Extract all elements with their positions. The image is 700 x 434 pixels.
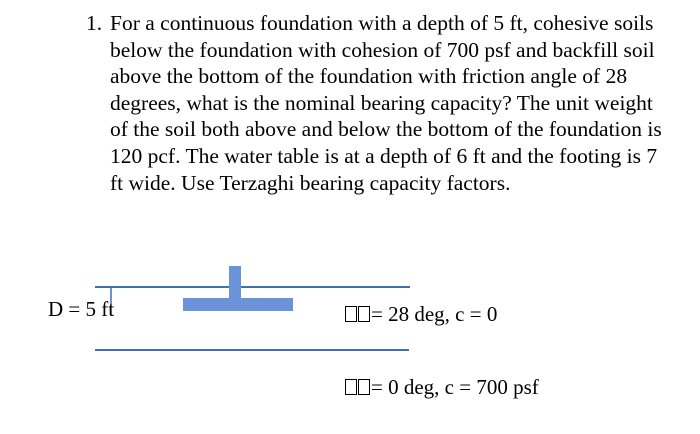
footing-base bbox=[183, 298, 293, 311]
lower-soil-properties bbox=[345, 375, 539, 399]
problem-text: For a continuous foundation with a depth of 5 ft, cohesive soils below the foundation with cohesion of 700 psf and backfill soil above the bottom of the foundation with friction angle of 28 degrees, what is the nominal bearing capacity? The unit weight of the soil both above and below the bottom of the foundation is 120 pcf. The water table is at a depth of 6 ft and the footing is 7 ft wide. Use Terzaghi bearing capacity factors. bbox=[110, 11, 662, 195]
upper-soil-properties bbox=[345, 302, 497, 326]
missing-glyph-icon bbox=[358, 306, 370, 322]
missing-glyph-icon bbox=[345, 379, 357, 395]
lower-soil-label: = 0 deg, c = 700 psf bbox=[371, 375, 539, 399]
missing-glyph-icon bbox=[358, 379, 370, 395]
depth-label: D = 5 ft bbox=[48, 297, 115, 321]
problem-number: 1. bbox=[86, 11, 103, 35]
upper-soil-label: = 28 deg, c = 0 bbox=[371, 302, 498, 326]
missing-glyph-icon bbox=[345, 306, 357, 322]
